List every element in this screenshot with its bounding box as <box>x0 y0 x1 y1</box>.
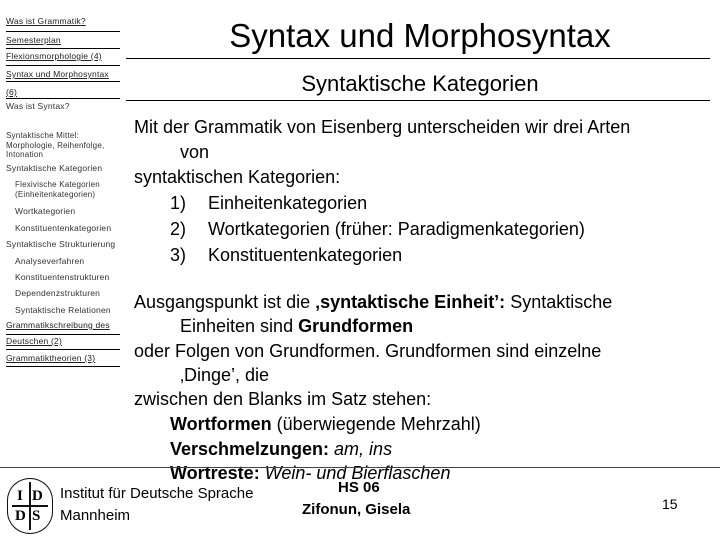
example-line <box>170 412 481 437</box>
example-line <box>170 461 450 486</box>
paragraph-line: zwischen den Blanks im Satz stehen: <box>134 389 432 409</box>
nav-item-was-ist-syntax[interactable]: Was ist Syntax? <box>6 101 70 111</box>
ids-logo <box>7 478 53 534</box>
text-run: Ausgangspunkt ist die <box>134 292 316 312</box>
list-number: 1) <box>170 193 187 213</box>
footer-institute: Institut für Deutsche Sprache <box>60 485 254 502</box>
example-words: am, ins <box>329 439 393 459</box>
logo-letter: D <box>15 508 26 524</box>
paragraph-line <box>180 314 413 339</box>
title-rule <box>126 58 710 59</box>
nav-divider <box>6 98 120 99</box>
nav-divider <box>6 366 120 367</box>
footer-course: HS 06 <box>338 479 380 496</box>
list-item <box>170 191 367 216</box>
bold-term: Wortreste: <box>170 463 260 483</box>
footer-rule <box>0 467 720 468</box>
page-number: 15 <box>662 496 678 512</box>
paragraph-line: oder Folgen von Grundformen. Grundformen sind einzelne <box>134 341 602 361</box>
bold-term: Verschmelzungen: <box>170 439 330 459</box>
nav-item-konstituentenkategorien[interactable]: Konstituentenkategorien <box>15 223 112 233</box>
bold-term: Wortformen <box>170 414 272 434</box>
intro-line: syntaktischen Kategorien: <box>134 167 341 187</box>
nav-item-semesterplan[interactable]: Semesterplan <box>6 35 61 45</box>
nav-item-flexionsmorphologie[interactable]: Flexionsmorphologie (4) <box>6 51 102 61</box>
logo-letter: D <box>32 488 43 504</box>
list-text: Wortkategorien (früher: Paradigmenkategorien) <box>208 219 585 239</box>
paragraph-line: ‚Dinge’, die <box>180 365 270 385</box>
nav-item-grammatikschreibung[interactable]: Grammatikschreibung des <box>6 320 110 330</box>
nav-item-syntax-morphosyntax[interactable]: Syntax und Morphosyntax <box>6 69 109 79</box>
nav-item-konstituentenstrukturen[interactable]: Konstituentenstrukturen <box>15 272 110 282</box>
nav-item-wortkategorien[interactable]: Wortkategorien <box>15 206 76 216</box>
intro-line: Mit der Grammatik von Eisenberg unterscheiden wir drei Arten <box>134 117 631 137</box>
bold-term: ‚syntaktische Einheit’: <box>315 292 506 312</box>
list-text: Einheitenkategorien <box>208 193 368 213</box>
nav-item-deutschen[interactable]: Deutschen (2) <box>6 336 62 346</box>
nav-item-syntaktische-relationen[interactable]: Syntaktische Relationen <box>15 305 111 315</box>
nav-divider <box>6 48 120 49</box>
nav-item-syntaktische-strukturierung[interactable]: Syntaktische Strukturierung <box>6 239 116 249</box>
slide-title: Syntax und Morphosyntax <box>229 17 611 54</box>
footer-author: Zifonun, Gisela <box>302 501 411 518</box>
slide-subtitle: Syntaktische Kategorien <box>301 71 539 96</box>
logo-letter: S <box>32 508 41 524</box>
nav-divider <box>6 334 120 335</box>
footer-city: Mannheim <box>60 507 131 524</box>
list-item <box>170 217 585 242</box>
nav-item-was-ist-grammatik[interactable]: Was ist Grammatik? <box>6 16 86 26</box>
list-text: Konstituentenkategorien <box>208 245 403 265</box>
logo-stroke <box>12 505 48 507</box>
nav-item-syntax-count[interactable]: (6) <box>6 87 17 97</box>
nav-item-flexivische-kategorien[interactable]: Flexivische Kategorien (Einheitenkategorien) <box>15 180 100 199</box>
text-run: Einheiten sind <box>180 316 299 336</box>
sidebar-nav <box>0 0 122 372</box>
intro-line: von <box>180 142 210 162</box>
nav-divider <box>6 31 120 32</box>
logo-letter: I <box>17 488 23 504</box>
nav-divider <box>6 65 120 66</box>
subtitle-rule <box>126 100 710 101</box>
list-item <box>170 243 402 268</box>
nav-divider <box>6 81 120 82</box>
example-line <box>170 437 392 462</box>
list-number: 3) <box>170 245 187 265</box>
nav-item-analyseverfahren[interactable]: Analyseverfahren <box>15 256 85 266</box>
text-run: Syntaktische <box>505 292 613 312</box>
nav-item-syntaktische-mittel[interactable]: Syntaktische Mittel: Morphologie, Reihenfolge, Intonation <box>6 131 105 159</box>
example-words: Wein- und Bierflaschen <box>259 463 451 483</box>
paragraph-line <box>134 290 612 315</box>
nav-divider <box>6 349 120 350</box>
nav-item-dependenzstrukturen[interactable]: Dependenzstrukturen <box>15 288 101 298</box>
bold-term: Grundformen <box>298 316 414 336</box>
nav-item-syntaktische-kategorien[interactable]: Syntaktische Kategorien <box>6 163 103 173</box>
text-run: (überwiegende Mehrzahl) <box>271 414 481 434</box>
list-number: 2) <box>170 219 187 239</box>
nav-item-grammatiktheorien[interactable]: Grammatiktheorien (3) <box>6 353 96 363</box>
